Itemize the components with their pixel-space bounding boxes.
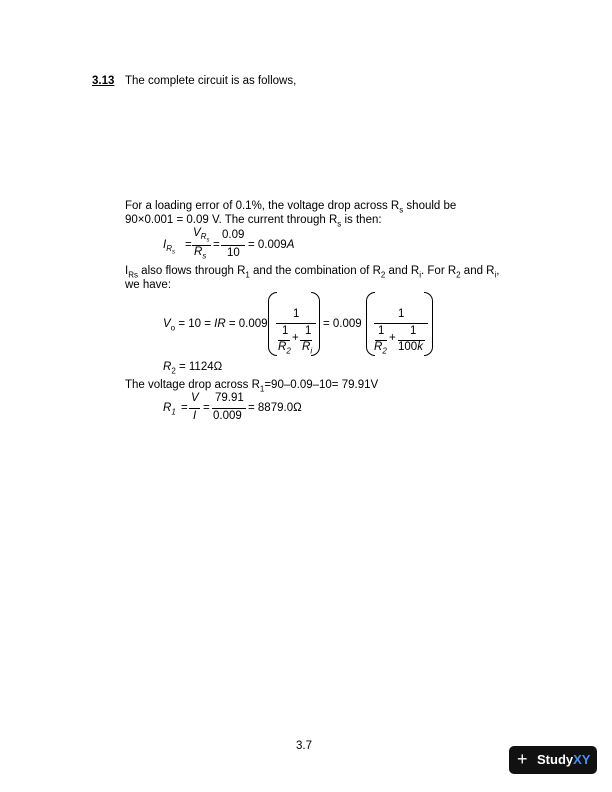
paragraph-line: 90×0.001 = 0.09 V. The current through $R_s$ is then: [125, 214, 382, 229]
paragraph-line: The voltage drop across $R_1=90-0.09-10= 79.91V$ [125, 379, 379, 394]
studyxy-logo: + StudyXY [509, 746, 597, 774]
page-number: 3.7 [296, 740, 312, 752]
problem-number: 3.13 [92, 75, 115, 87]
paragraph-line: For a loading error of 0.1%, the voltage drop across $R_s$ should be [125, 200, 457, 215]
paragraph-line: we have: [125, 279, 172, 291]
equation-r2: $R_2 = 1124\Omega$ [163, 361, 223, 376]
plus-icon: + [517, 749, 528, 769]
problem-intro: The complete circuit is as follows, [125, 75, 297, 87]
paragraph-line: $I_{Rs}$ also flows through $R_1$ and the combination of $R_2$ and $R_i$. For $R_2$ and $R_i$, [125, 265, 500, 280]
